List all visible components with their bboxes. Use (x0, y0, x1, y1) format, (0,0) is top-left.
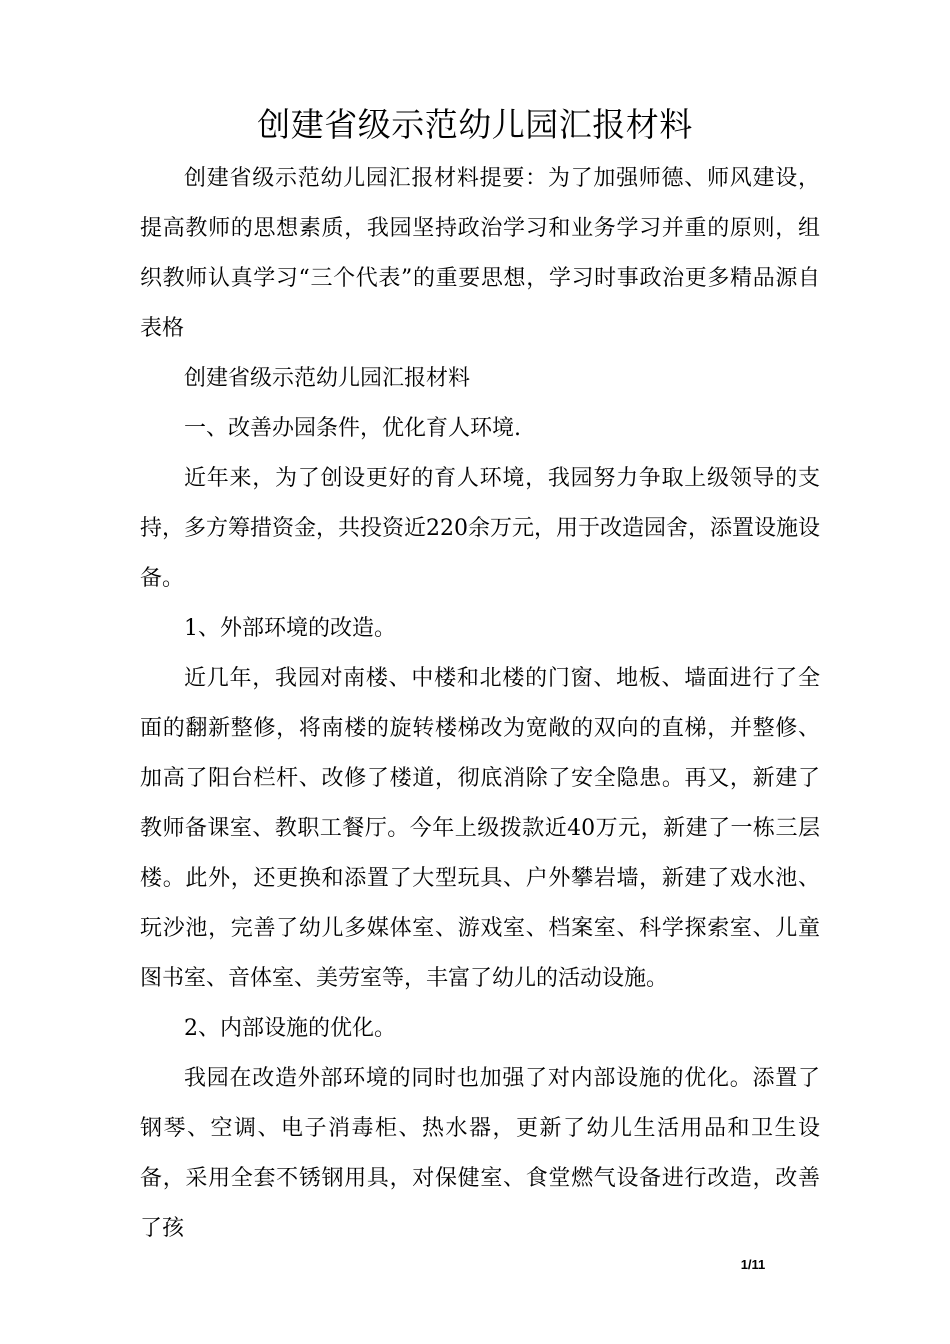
paragraph-exterior: 近几年，我园对南楼、中楼和北楼的门窗、地板、墙面进行了全面的翻新整修，将南楼的旋转楼梯改为宽敞的双向的直梯，并整修、加高了阳台栏杆、改修了楼道，彻底消除了安全隐患。再又，新建了教师备课室、教职工餐厅。今年上级拨款近40万元，新建了一栋三层楼。此外，还更换和添置了大型玩具、户外攀岩墙，新建了戏水池、玩沙池，完善了幼儿多媒体室、游戏室、档案室、科学探索室、儿童图书室、音体室、美劳室等，丰富了幼儿的活动设施。 (140, 666, 820, 991)
paragraph-investment: 近年来，为了创设更好的育人环境，我园努力争取上级领导的支持，多方筹措资金，共投资近220余万元，用于改造园舍，添置设施设备。 (140, 466, 820, 591)
document-body (140, 154, 820, 1254)
paragraph-interior: 我园在改造外部环境的同时也加强了对内部设施的优化。添置了钢琴、空调、电子消毒柜、热水器，更新了幼儿生活用品和卫生设备，采用全套不锈钢用具，对保健室、食堂燃气设备进行改造，改善了孩 (140, 1066, 820, 1241)
subsection-heading-2: 2、内部设施的优化。 (184, 1016, 396, 1041)
paragraph-summary: 创建省级示范幼儿园汇报材料提要：为了加强师德、师风建设，提高教师的思想素质，我园坚持政治学习和业务学习并重的原则，组织教师认真学习“三个代表”的重要思想，学习时事政治更多精品源自表格 (140, 166, 820, 341)
page-number: 1/11 (740, 1257, 766, 1272)
section-heading-1: 一、改善办园条件，优化育人环境. (184, 416, 521, 441)
subsection-heading-1: 1、外部环境的改造。 (184, 616, 396, 641)
paragraph-subtitle: 创建省级示范幼儿园汇报材料 (184, 366, 471, 391)
document-title: 创建省级示范幼儿园汇报材料 (257, 105, 693, 144)
